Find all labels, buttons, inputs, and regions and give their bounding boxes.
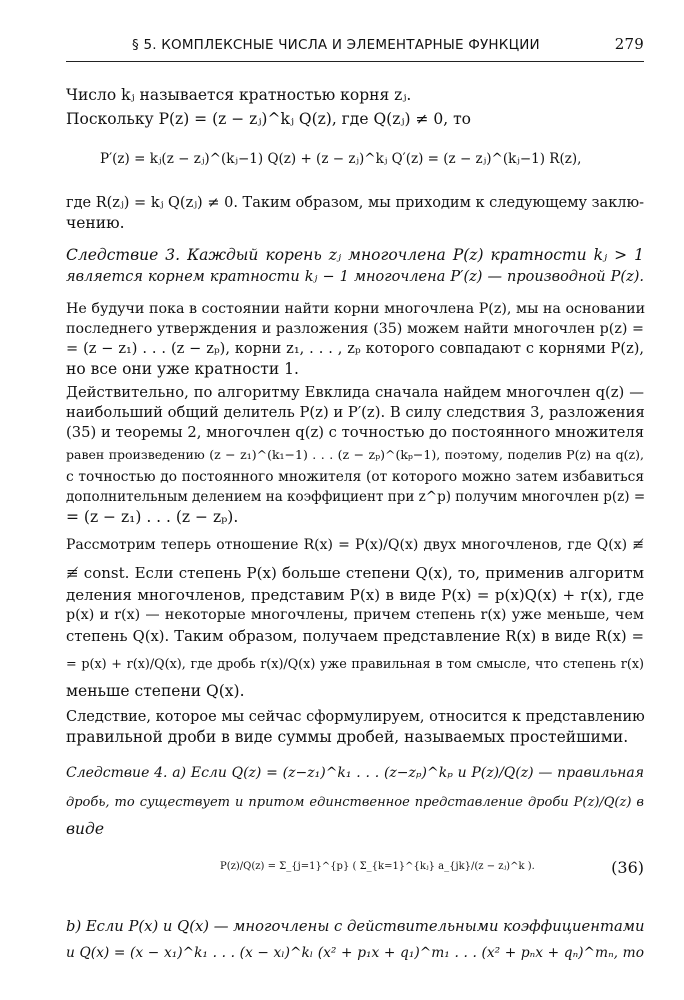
text-line: Не будучи пока в состоянии найти корни многочлена P(z), мы на основании bbox=[66, 301, 646, 317]
corollary-4-line: Следствие 4. a) Если Q(z) = (z−z₁)^k₁ . . . (z−zₚ)^kₚ и P(z)/Q(z) — правильная bbox=[66, 765, 644, 781]
text-line: но все они уже кратности 1. bbox=[66, 360, 299, 378]
corollary-3-line: является корнем кратности kⱼ − 1 многочлена P′(z) — производной P(z). bbox=[66, 269, 644, 285]
text-line: = p(x) + r(x)/Q(x), где дробь r(x)/Q(x) уже правильная в том смысле, что степень r(x) bbox=[66, 657, 644, 672]
text-line: равен произведению (z − z₁)^(k₁−1) . . . (z − zₚ)^(kₚ−1), поэтому, поделив P(z) на q(z), bbox=[66, 447, 644, 462]
equation-derivative: P′(z) = kⱼ(z − zⱼ)^(kⱼ−1) Q(z) + (z − zⱼ)^kⱼ Q′(z) = (z − zⱼ)^(kⱼ−1) R(z), bbox=[100, 151, 582, 167]
text-line: = (z − z₁) . . . (z − zₚ). bbox=[66, 508, 239, 526]
running-header bbox=[66, 33, 644, 62]
corollary-4-line: дробь, то существует и притом единственное представление дроби P(z)/Q(z) в bbox=[66, 795, 644, 810]
corollary-4b-line: и Q(x) = (x − x₁)^k₁ . . . (x − xₗ)^kₗ (x² + p₁x + q₁)^m₁ . . . (x² + pₙx + qₙ)^mₙ, то bbox=[66, 945, 644, 961]
text-line: Действительно, по алгоритму Евклида сначала найдем многочлен q(z) — bbox=[66, 384, 644, 401]
text-line: Рассмотрим теперь отношение R(x) = P(x)/Q(x) двух многочленов, где Q(x) ≢ bbox=[66, 537, 644, 553]
text-line: наибольший общий делитель P(z) и P′(z). В силу следствия 3, разложения bbox=[66, 404, 645, 421]
text-line: ≢ const. Если степень P(x) больше степени Q(x), то, применив алгоритм bbox=[66, 564, 644, 582]
corollary-4-line: виде bbox=[66, 820, 105, 838]
equation-number: (36) bbox=[611, 858, 644, 877]
text-line: Число kⱼ называется кратностью корня zⱼ. bbox=[66, 86, 412, 104]
equation-36: P(z)/Q(z) = Σ_{j=1}^{p} ( Σ_{k=1}^{kⱼ} a_{jk}/(z − zⱼ)^k ). bbox=[220, 861, 535, 872]
text-line: = (z − z₁) . . . (z − zₚ), корни z₁, . . . , zₚ которого совпадают с корнями P(z), bbox=[66, 341, 644, 357]
text-line: p(x) и r(x) — некоторые многочлены, причем степень r(x) уже меньше, чем bbox=[66, 607, 644, 623]
text-line: (35) и теоремы 2, многочлен q(z) с точностью до постоянного множителя bbox=[66, 424, 645, 441]
text-line: меньше степени Q(x). bbox=[66, 682, 245, 700]
text-line: где R(zⱼ) = kⱼ Q(zⱼ) ≠ 0. Таким образом, мы приходим к следующему заклю- bbox=[66, 195, 644, 211]
text-line: степень Q(x). Таким образом, получаем представление R(x) в виде R(x) = bbox=[66, 628, 644, 645]
section-title: § 5. КОМПЛЕКСНЫЕ ЧИСЛА И ЭЛЕМЕНТАРНЫЕ ФУНКЦИИ bbox=[132, 37, 540, 53]
text-line: чению. bbox=[66, 214, 125, 232]
corollary-3-line: Следствие 3. Каждый корень zⱼ многочлена P(z) кратности kⱼ > 1 bbox=[66, 246, 644, 264]
corollary-4b-line: b) Если P(x) и Q(x) — многочлены с действительными коэффициентами bbox=[66, 918, 645, 935]
text-line: Поскольку P(z) = (z − zⱼ)^kⱼ Q(z), где Q(zⱼ) ≠ 0, то bbox=[66, 110, 471, 128]
text-line: дополнительным делением на коэффициент при z^p) получим многочлен p(z) = bbox=[66, 489, 646, 505]
page-number: 279 bbox=[614, 35, 644, 53]
text-line: последнего утверждения и разложения (35) можем найти многочлен p(z) = bbox=[66, 321, 644, 337]
text-line: с точностью до постоянного множителя (от которого можно затем избавиться bbox=[66, 469, 644, 485]
text-line: правильной дроби в виде суммы дробей, называемых простейшими. bbox=[66, 728, 629, 746]
text-line: Следствие, которое мы сейчас сформулируем, относится к представлению bbox=[66, 709, 645, 725]
text-line: деления многочленов, представим P(x) в виде P(x) = p(x)Q(x) + r(x), где bbox=[66, 586, 644, 604]
